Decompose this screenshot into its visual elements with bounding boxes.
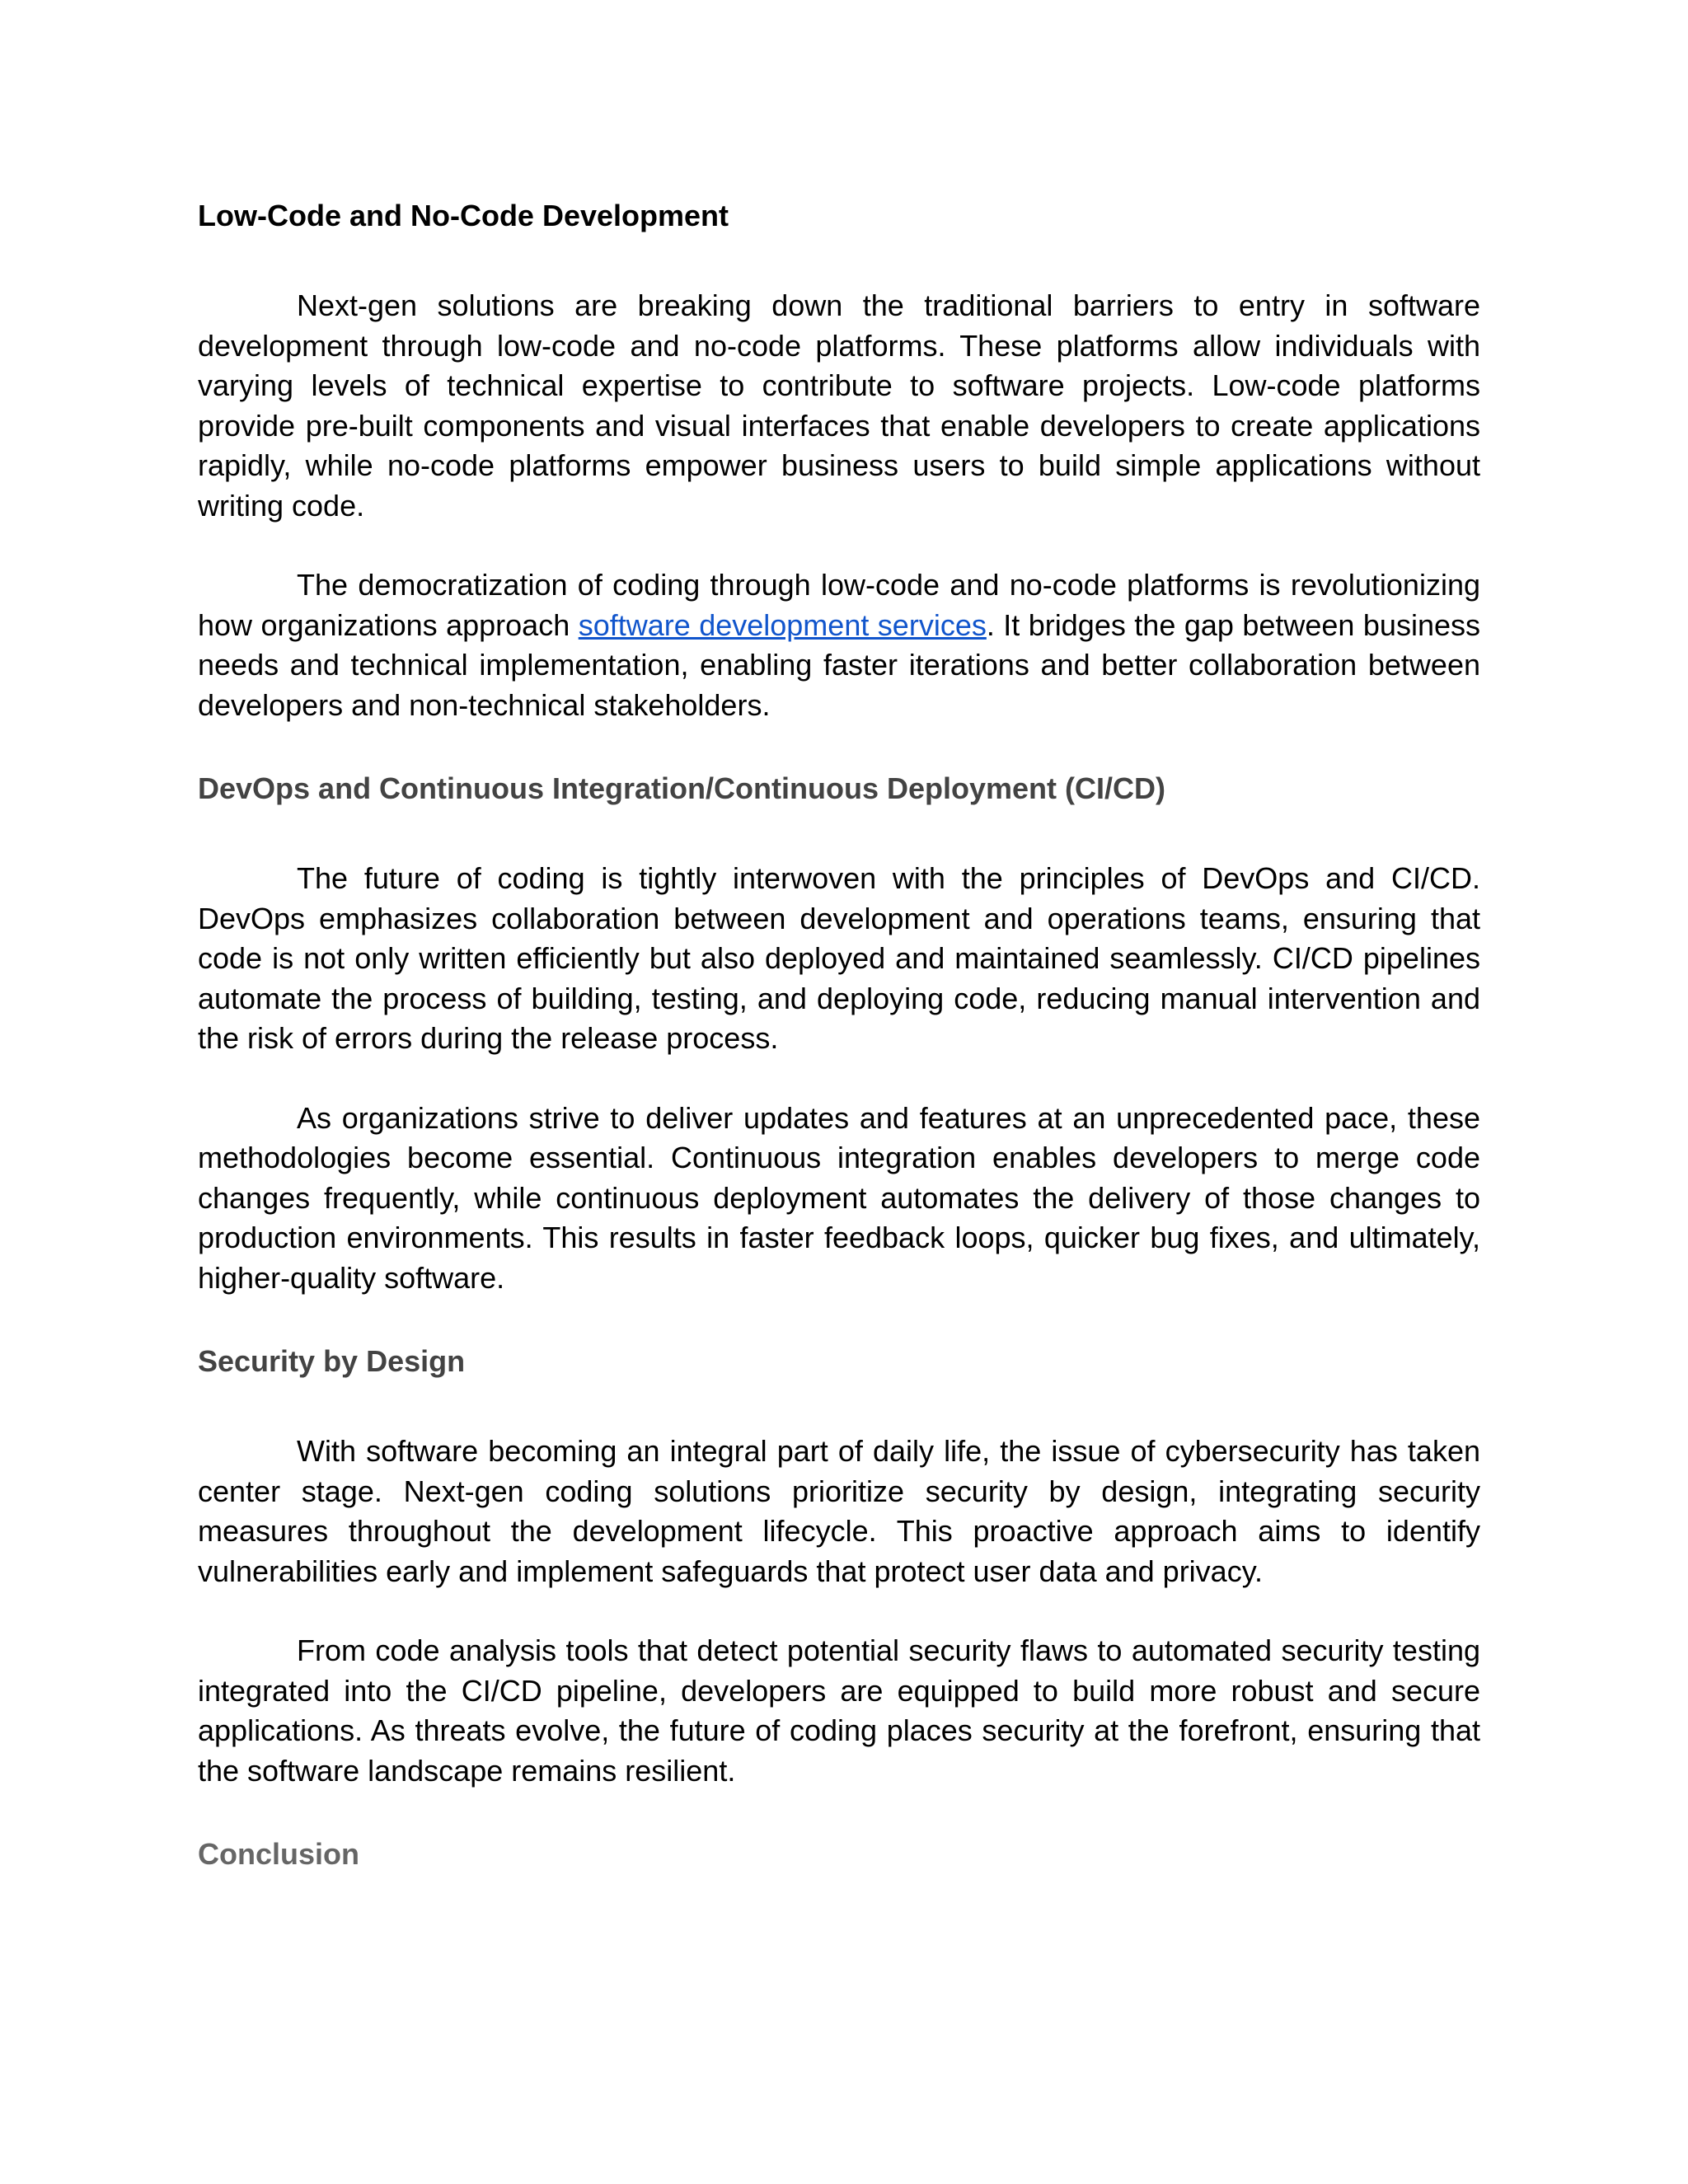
paragraph-security-1: With software becoming an integral part of daily life, the issue of cybersecurity has taken center stage. Next-gen coding solutions prioritize security by design, integrating security measures throughout the development lifecycle. This proactive approach aims to identify vulnerabilities early and implement safeguards that protect user data and privacy. <box>198 1434 1480 1588</box>
paragraph-low-code-1: Next-gen solutions are breaking down the traditional barriers to entry in software development through low-code and no-code platforms. These platforms allow individuals with varying levels of technical expertise to contribute to software projects. Low-code platforms provide pre-built components and visual interfaces that enable developers to create applications rapidly, while no-code platforms empower business users to build simple applications without writing code. <box>198 288 1480 523</box>
paragraph-security-2: From code analysis tools that detect potential security flaws to automated security testing integrated into the CI/CD pipeline, developers are equipped to build more robust and secure applications. As threats evolve, the future of coding places security at the forefront, ensuring that the software landscape remains resilient. <box>198 1633 1480 1788</box>
document-body <box>198 196 1480 1874</box>
paragraph-text: The democratization of coding through low-code and no-code platforms is revolutionizing how organizations approach <box>198 568 1480 642</box>
paragraph-devops-1: The future of coding is tightly interwoven with the principles of DevOps and CI/CD. DevOps emphasizes collaboration between development and operations teams, ensuring that code is not only written efficiently but also deployed and maintained seamlessly. CI/CD pipelines automate the process of building, testing, and deploying code, reducing manual intervention and the risk of errors during the release process. <box>198 861 1480 1055</box>
heading-conclusion: Conclusion <box>198 1837 359 1871</box>
heading-low-code: Low-Code and No-Code Development <box>198 199 729 232</box>
paragraph-text: . It bridges the gap between business needs and technical implementation, enabling faster iterations and better collaboration between developers and non-technical stakeholders. <box>198 607 1480 722</box>
heading-security: Security by Design <box>198 1344 466 1378</box>
paragraph-devops-2: As organizations strive to deliver updates and features at an unprecedented pace, these methodologies become essential. Continuous integration enables developers to merge code changes frequently, while continuous deployment automates the delivery of those changes to production environments. This results in faster feedback loops, quicker bug fixes, and ultimately, higher-quality software. <box>198 1100 1480 1295</box>
paragraph-low-code-2 <box>198 565 1480 725</box>
software-development-services-link[interactable]: software development services <box>578 607 987 642</box>
heading-devops: DevOps and Continuous Integration/Continuous Deployment (CI/CD) <box>198 771 1165 805</box>
